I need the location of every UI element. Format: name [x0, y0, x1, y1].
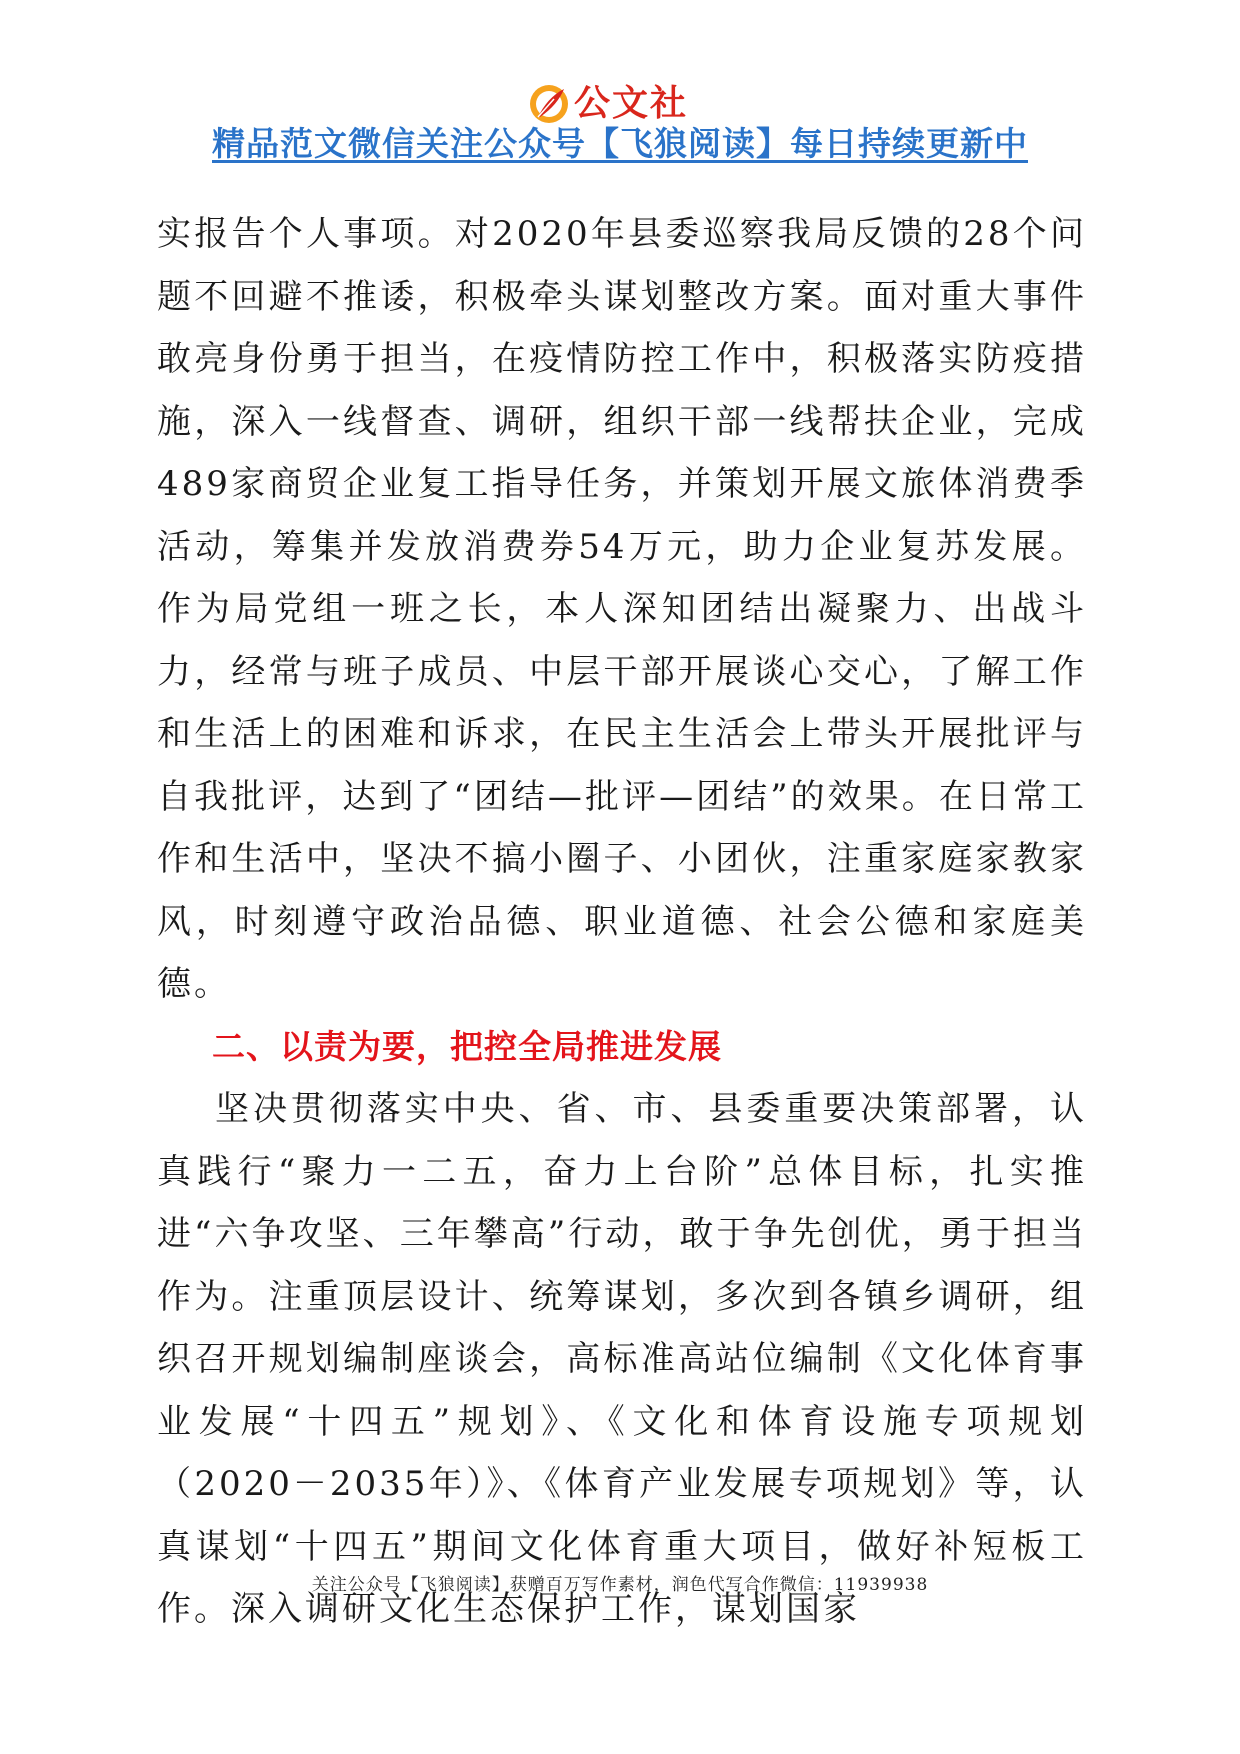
promo-banner-link[interactable]: 精品范文微信关注公众号【飞狼阅读】每日持续更新中	[212, 124, 1028, 163]
page-footer: 关注公众号【飞狼阅读】获赠百万写作素材，润色代写合作微信：11939938	[311, 1575, 929, 1595]
page-header	[0, 78, 1240, 168]
logo-text: 公文社	[574, 83, 689, 124]
section-heading: 二、以责为要，把控全局推进发展	[212, 1026, 722, 1066]
body-paragraph-1: 实报告个人事项。对2020年县委巡察我局反馈的28个问题不回避不推诿，积极牵头谋划整改方案。面对重大事件敢亮身份勇于担当，在疫情防控工作中，积极落实防疫措施，深入一线督查、调研，组织干部一线帮扶企业，完成489家商贸企业复工指导任务，并策划开展文旅体消费季活动，筹集并发放消费券54万元，助力企业复苏发展。作为局党组一班之长，本人深知团结出凝聚力、出战斗力，经常与班子成员、中层干部开展谈心交心，了解工作和生活上的困难和诉求，在民主生活会上带头开展批评与自我批评，达到了“团结—批评—团结”的效果。在日常工作和生活中，坚决不搞小圈子、小团伙，注重家庭家教家风，时刻遵守政治品德、职业道德、社会公德和家庭美德。	[157, 214, 1087, 1004]
document-body	[157, 203, 1087, 1641]
body-paragraph-2: 坚决贯彻落实中央、省、市、县委重要决策部署，认真践行“聚力一二五，奋力上台阶”总体目标，扎实推进“六争攻坚、三年攀高”行动，敢于争先创优，勇于担当作为。注重顶层设计、统筹谋划，多次到各镇乡调研，组织召开规划编制座谈会，高标准高站位编制《文化体育事业发展“十四五”规划》、《文化和体育设施专项规划（2020－2035年）》、《体育产业发展专项规划》等，认真谋划“十四五”期间文化体育重大项目，做好补短板工作。深入调研文化生态保护工作，谋划国家	[157, 1089, 1087, 1629]
